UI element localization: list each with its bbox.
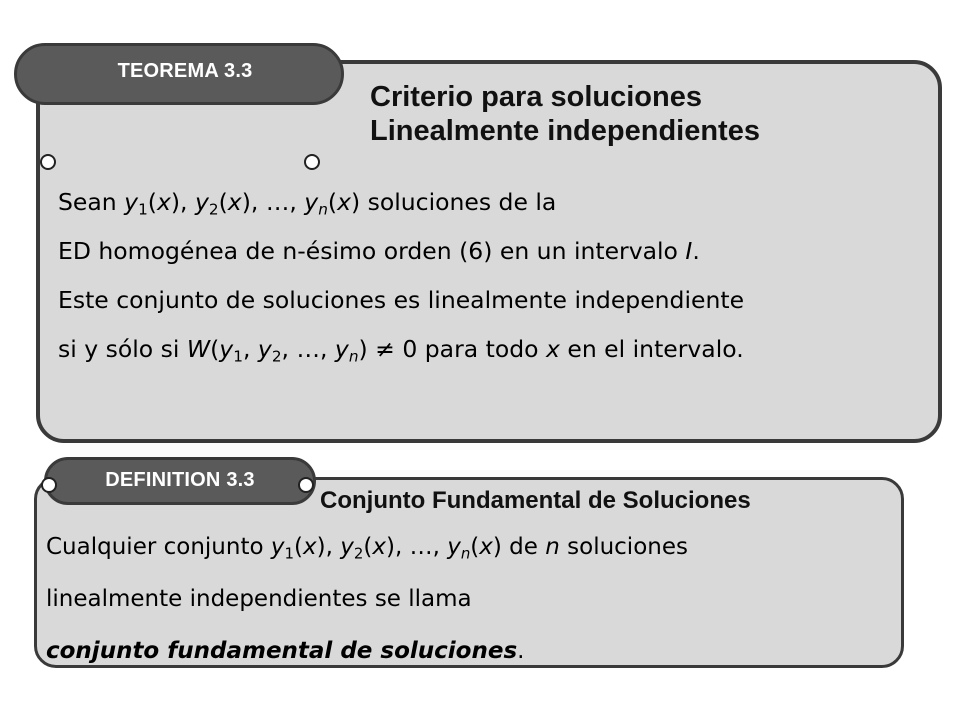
defined-term: conjunto fundamental de soluciones <box>46 638 518 664</box>
theorem-line-2: ED homogénea de n-ésimo orden (6) en un intervalo I. <box>58 237 700 265</box>
theorem-title-line1: Criterio para soluciones <box>370 81 702 113</box>
theorem-tab <box>14 43 344 105</box>
theorem-title-line2: Linealmente independientes <box>370 115 760 147</box>
theorem-statement <box>58 180 744 376</box>
theorem-line-4: si y sólo si $W(y_1$, $y_2$, …, $y_n) \ne 0$ para todo x en el intervalo. <box>58 335 744 366</box>
definition-tab <box>44 457 316 505</box>
definition-dot-right <box>298 477 314 493</box>
connector-dot-right <box>304 154 320 170</box>
definition-statement <box>46 524 688 680</box>
definition-line-2: linealmente independientes se llama <box>46 586 472 612</box>
theorem-line-3: Este conjunto de soluciones es linealmente independiente <box>58 286 745 314</box>
theorem-title <box>370 80 760 148</box>
definition-tab-label: DEFINITION 3.3 <box>105 468 255 491</box>
definition-title: Conjunto Fundamental de Soluciones <box>320 487 751 514</box>
theorem-tab-label: TEOREMA 3.3 <box>117 59 253 82</box>
definition-line-1: Cualquier conjunto $y_1(x)$, $y_2(x)$, …, $y_n(x)$ de n soluciones <box>46 534 688 563</box>
connector-dot-left <box>40 154 56 170</box>
definition-dot-left <box>41 477 57 493</box>
theorem-line-1: Sean $y_1(x)$, $y_2(x)$, …, $y_n(x)$ soluciones de la <box>58 188 557 219</box>
definition-line-3: conjunto fundamental de soluciones. <box>46 638 525 664</box>
